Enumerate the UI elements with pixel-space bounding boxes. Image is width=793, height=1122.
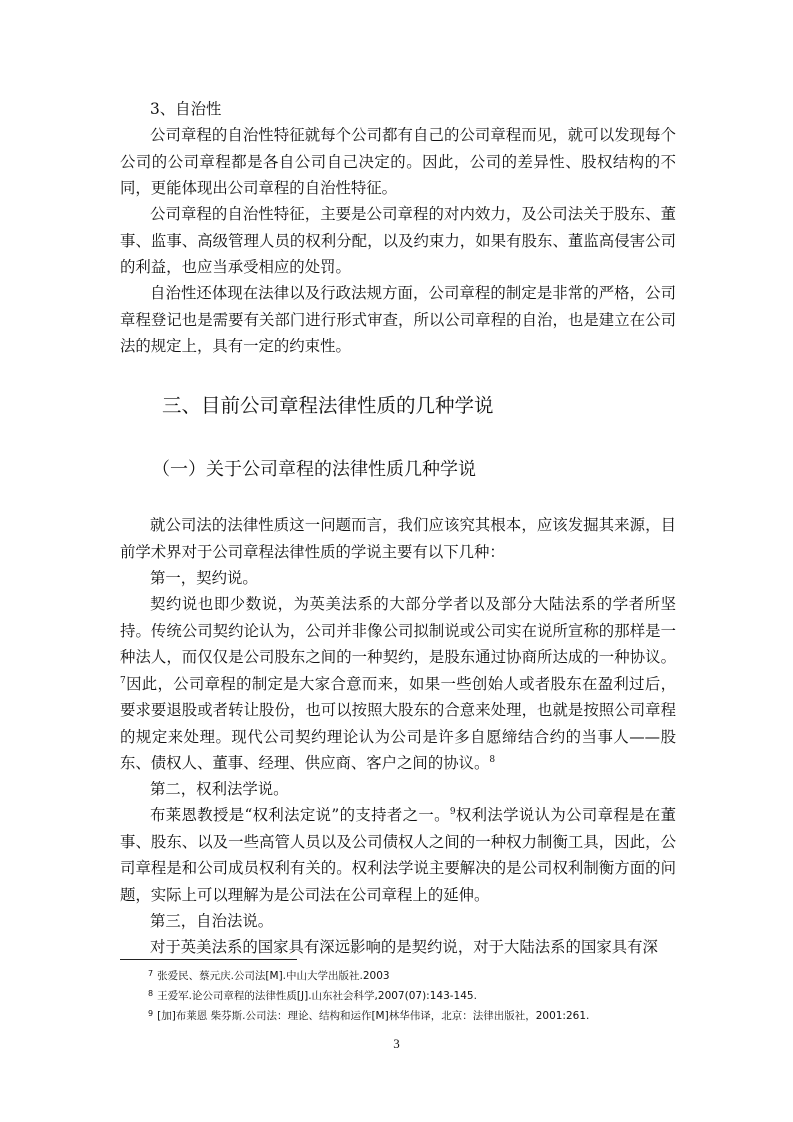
contract-text-b: 因此，公司章程的制定是大家合意而来，如果一些创始人或者股东在盈利过后，要求要退股或者转让股份，也可以按照大股东的合意来处理，也就是按照公司章程的规定来处理。现代公司契约理论认为公司是许多自愿缔结合约的当事人——股东、债权人、董事、经理、供应商、客户之间的协议。 xyxy=(120,674,676,772)
paragraph-autonomy-law-title: 第三，自治法说。 xyxy=(150,912,274,930)
footnote-8 xyxy=(148,986,477,1004)
paragraph-rights-title: 第二，权利法学说。 xyxy=(150,780,289,798)
paragraph-autonomy-3: 自治性还体现在法律以及行政法规方面，公司章程的制定是非常的严格，公司章程登记也是需要有关部门进行形式审查，所以公司章程的自治，也是建立在公司法的规定上，具有一定的约束性。 xyxy=(120,284,676,355)
footnote-7 xyxy=(148,966,390,984)
footnote-ref-7: 7 xyxy=(120,675,126,686)
paragraph-contract-theory xyxy=(120,591,676,777)
footnote-9 xyxy=(148,1006,589,1024)
footnote-number: 9 xyxy=(148,1009,154,1018)
paragraph-rights-theory xyxy=(120,802,676,908)
paragraph-contract-title: 第一，契约说。 xyxy=(150,569,258,587)
footnote-number: 8 xyxy=(148,989,154,998)
contract-text-a: 契约说也即少数说，为英美法系的大部分学者以及部分大陆法系的学者所坚持。传统公司契约论认为，公司并非像公司拟制说或公司实在说所宣称的那样是一种法人，而仅仅是公司股东之间的一种契约，是股东通过协商所达成的一种协议。 xyxy=(120,595,676,666)
subsection-heading-autonomy: 3、自治性 xyxy=(150,100,222,118)
footnote-ref-8: 8 xyxy=(489,755,496,765)
footnote-text: 王爱军.论公司章程的法律性质[J].山东社会科学,2007(07):143-145. xyxy=(157,990,477,1002)
paragraph-autonomy-2: 公司章程的自治性特征，主要是公司章程的对内效力，及公司法关于股东、董事、监事、高级管理人员的权利分配，以及约束力，如果有股东、董监高侵害公司的利益，也应当承受相应的处罚。 xyxy=(120,205,676,276)
section-heading: 三、目前公司章程法律性质的几种学说 xyxy=(162,394,494,417)
subsection-heading: （一）关于公司章程的法律性质几种学说 xyxy=(152,459,476,480)
footnote-number: 7 xyxy=(148,969,154,978)
paragraph-continued: 对于英美法系的国家具有深远影响的是契约说，对于大陆法系的国家具有深 xyxy=(150,938,658,956)
page-number: 3 xyxy=(393,1036,400,1051)
footnote-text: 张爱民、蔡元庆.公司法[M].中山大学出版社.2003 xyxy=(157,970,390,982)
footnote-text: [加]布莱恩 柴芬斯.公司法：理论、结构和运作[M]林华伟译，北京：法律出版社，2001:261. xyxy=(157,1010,590,1022)
rights-text-a: 布莱恩教授是“权利法定说”的支持者之一。 xyxy=(150,806,450,824)
paragraph-autonomy-1: 公司章程的自治性特征就每个公司都有自己的公司章程而见，就可以发现每个公司的公司章程都是各自公司自己决定的。因此，公司的差异性、股权结构的不同，更能体现出公司章程的自治性特征。 xyxy=(120,126,676,197)
paragraph-intro: 就公司法的法律性质这一问题而言，我们应该究其根本，应该发掘其来源，目前学术界对于公司章程法律性质的学说主要有以下几种： xyxy=(120,516,676,561)
footnote-separator xyxy=(120,959,297,960)
rights-text-b: 权利法学说认为公司章程是在董事、股东、以及一些高管人员以及公司债权人之间的一种权力制衡工具，因此，公司章程是和公司成员权利有关的。权利法学说主要解决的是公司权利制衡方面的问题，实际上可以理解为是公司法在公司章程上的延伸。 xyxy=(120,806,676,904)
footnote-ref-9: 9 xyxy=(449,807,456,817)
